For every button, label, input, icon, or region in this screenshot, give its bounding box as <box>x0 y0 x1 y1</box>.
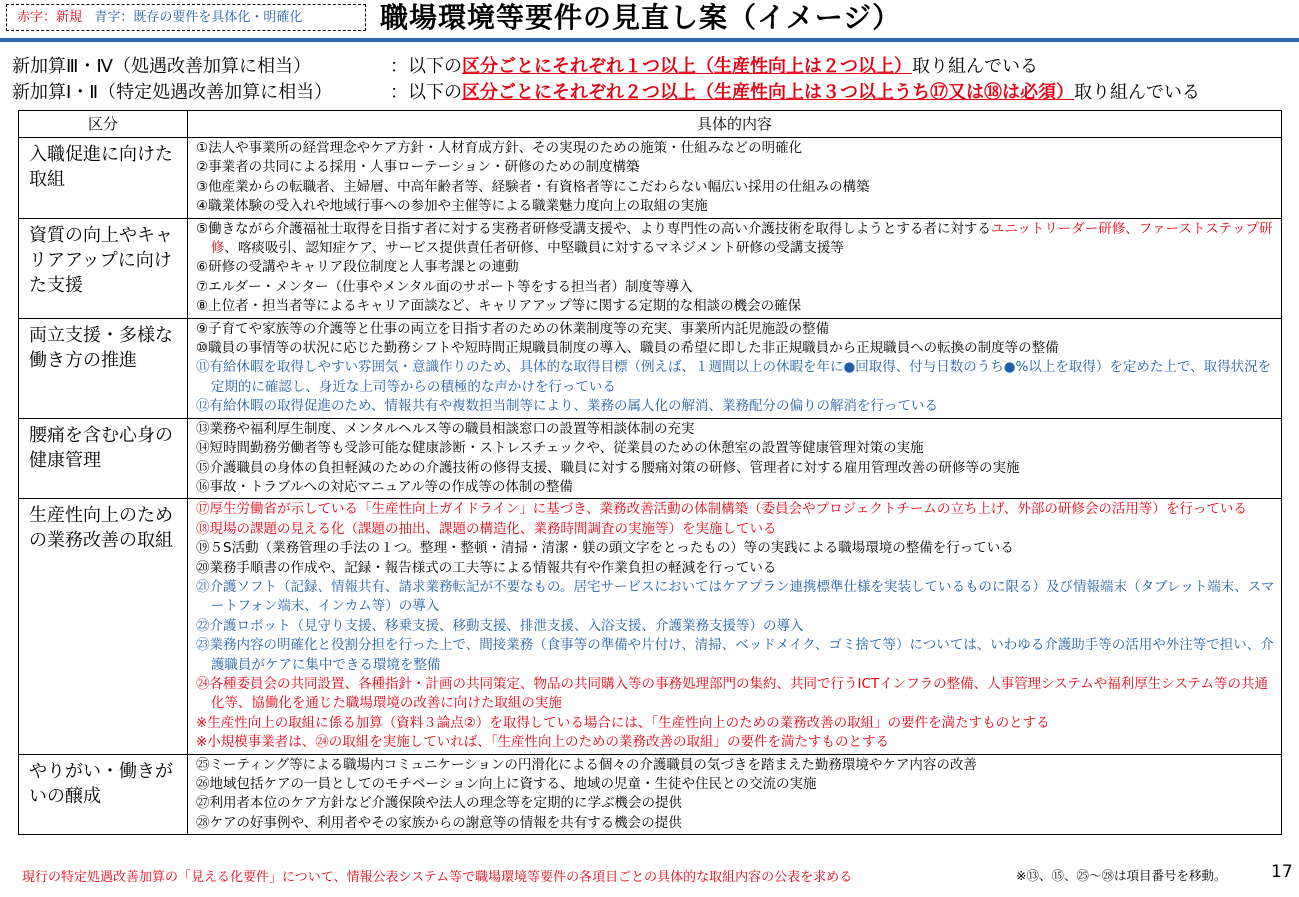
list-item <box>196 559 1277 578</box>
condition-post: 取り組んでいる <box>1074 82 1200 103</box>
legend-red: 赤字：新規 <box>17 10 83 25</box>
list-item <box>196 714 1277 733</box>
page-title: 職場環境等要件の見直し案（イメージ） <box>380 1 902 34</box>
item-text: ㉕ミーティング等による職場内コミュニケーションの円滑化による個々の介護職員の気づきを踏まえた勤務環境やケア内容の改善 <box>196 756 977 773</box>
item-text: ㉗利用者本位のケア方針など介護保険や法人の理念等を定期的に学ぶ機会の提供 <box>196 795 682 812</box>
item-text: ⑲５S活動（業務管理の手法の１つ。整理・整頓・清掃・清潔・躾の頭文字をとったもの）等の実践による職場環境の整備を行っている <box>196 540 1014 557</box>
title-divider <box>0 38 1299 42</box>
list-item <box>196 578 1277 617</box>
item-text: ①法人や事業所の経営理念やケア方針・人材育成方針、その実現のための施策・仕組みなどの明確化 <box>196 140 803 156</box>
row-category: 腰痛を含む心身の健康管理 <box>19 418 188 499</box>
item-text: ㉘ケアの好事例や、利用者やその家族からの謝意等の情報を共有する機会の提供 <box>196 814 682 831</box>
list-item <box>196 139 1277 158</box>
table-row <box>19 499 1282 754</box>
list-item <box>196 520 1277 539</box>
row-items <box>188 218 1282 318</box>
list-item <box>196 258 1277 277</box>
row-items <box>188 499 1282 754</box>
list-item <box>196 220 1277 259</box>
item-text: ⑭短時間勤務労働者等も受診可能な健康診断・ストレスチェックや、従業員のための休憩室の設置等健康管理対策の実施 <box>196 440 924 457</box>
condition-pre: ：以下の <box>390 82 462 103</box>
list-item <box>196 397 1277 416</box>
item-text: ⑰厚生労働省が示している「生産性向上ガイドライン」に基づき、業務改善活動の体制構築（委員会やプロジェクトチームの立ち上げ、外部の研修会の活用等）を行っている <box>196 501 1247 518</box>
list-item <box>196 420 1277 439</box>
item-text: ⑨子育てや家族等の介護等と仕事の両立を目指す者のための休業制度等の充実、事業所内託児施設の整備 <box>196 320 830 337</box>
item-text-cont: 、喀痰吸引、認知症ケア、サービス提供責任者研修、中堅職員に対するマネジメント研修の受講支援等 <box>224 240 844 257</box>
list-item <box>196 320 1277 339</box>
item-text: ㉓業務内容の明確化と役割分担を行った上で、間接業務（食事等の準備や片付け、清掃、ベッドメイク、ゴミ捨て等）については、いわゆる介護助手等の活用や外注等で担い、介護職員がケアに集中できる環境を整備 <box>196 637 1274 673</box>
list-item <box>196 733 1277 752</box>
list-item <box>196 178 1277 197</box>
table-row <box>19 318 1282 418</box>
condition-highlight: 区分ごとにそれぞれ２つ以上（生産性向上は３つ以上うち⑰又は⑱は必須） <box>462 82 1074 103</box>
item-text: ㉔各種委員会の共同設置、各種指針・計画の共同策定、物品の共同購入等の事務処理部門の集約、共同で行うICTインフラの整備、人事管理システムや福利厚生システム等の共通化等、協働化を通じた職場環境の改善に向けた取組の実施 <box>196 675 1268 712</box>
item-text: ※生産性向上の取組に係る加算（資料３論点②）を取得している場合には、「生産性向上のための業務改善の取組」の要件を満たすものとする <box>196 714 1050 731</box>
table-body <box>19 138 1282 835</box>
legend-blue: 青字：既存の要件を具体化・明確化 <box>94 10 303 25</box>
item-text: ⑪有給休暇を取得しやすい雰囲気・意識作りのため、具体的な取得目標（例えば、１週間以上の休暇を年に●回取得、付与日数のうち●%以上を取得）を定めた上で、取得状況を定期的に確認し、身近な上司等からの積極的な声かけを行っている <box>196 359 1272 395</box>
row-category: 生産性向上のための業務改善の取組 <box>19 499 188 754</box>
condition-line-1 <box>12 55 1038 79</box>
item-text: ⑦エルダー・メンター（仕事やメンタル面のサポート等をする担当者）制度等導入 <box>196 278 693 295</box>
list-item <box>196 197 1277 216</box>
list-item <box>196 459 1277 478</box>
item-text: ⑧上位者・担当者等によるキャリア面談など、キャリアアップ等に関する定期的な相談の機会の確保 <box>196 298 802 315</box>
row-items <box>188 318 1282 418</box>
item-text: ㉒介護ロボット（見守り支援、移乗支援、移動支援、排泄支援、入浴支援、介護業務支援等）の導入 <box>196 617 804 634</box>
list-item <box>196 478 1277 497</box>
list-item <box>196 756 1277 775</box>
condition-highlight: 区分ごとにそれぞれ１つ以上（生産性向上は２つ以上） <box>462 56 912 77</box>
list-item <box>196 539 1277 558</box>
list-item <box>196 297 1277 316</box>
item-text: ④職業体験の受入れや地域行事への参加や主催等による職業魅力度向上の取組の実施 <box>196 198 708 215</box>
row-items <box>188 754 1282 835</box>
list-item <box>196 814 1277 833</box>
item-text: ※小規模事業者は、㉔の取組を実施していれば、「生産性向上のための業務改善の取組」の要件を満たすものとする <box>196 734 890 751</box>
page-number: 17 <box>1271 862 1293 882</box>
item-text: ⑫有給休暇の取得促進のため、情報共有や複数担当制等により、業務の属人化の解消、業務配分の偏りの解消を行っている <box>196 398 938 415</box>
item-text: ⑩職員の事情等の状況に応じた勤務シフトや短時間正規職員制度の導入、職員の希望に即した非正規職員から正規職員への転換の制度等の整備 <box>196 340 1059 357</box>
condition-pre: ：以下の <box>390 56 462 77</box>
row-category: 両立支援・多様な働き方の推進 <box>19 318 188 418</box>
condition-label: 新加算Ⅰ・Ⅱ（特定処遇改善加算に相当） <box>12 82 333 103</box>
requirements-table <box>18 110 1282 835</box>
item-text: ⑳業務手順書の作成や、記録・報告様式の工夫等による情報共有や作業負担の軽減を行っている <box>196 559 777 576</box>
condition-post: 取り組んでいる <box>912 56 1038 77</box>
list-item <box>196 158 1277 177</box>
list-item <box>196 675 1277 714</box>
item-text: ㉑介護ソフト（記録、情報共有、請求業務転記が不要なもの。居宅サービスにおいてはケアプラン連携標準仕様を実装しているものに限る）及び情報端末（タブレット端末、スマートフォン端末、インカム等）の導入 <box>196 578 1275 615</box>
color-legend <box>6 4 366 31</box>
list-item <box>196 636 1277 675</box>
footer-note-right: ※⑬、⑮、㉕～㉘は項目番号を移動。 <box>1016 868 1227 883</box>
item-text: ⑥研修の受講やキャリア段位制度と人事考課との連動 <box>196 259 519 276</box>
header-content: 具体的内容 <box>188 111 1282 138</box>
item-text: ③他産業からの転職者、主婦層、中高年齢者等、経験者・有資格者等にこだわらない幅広い採用の仕組みの構築 <box>196 178 870 195</box>
table-row <box>19 754 1282 835</box>
list-item <box>196 339 1277 358</box>
item-text: ㉖地域包括ケアの一員としてのモチベーション向上に資する、地域の児童・生徒や住民との交流の実施 <box>196 776 817 792</box>
list-item <box>196 500 1277 519</box>
item-text: ⑮介護職員の身体の負担軽減のための介護技術の修得支援、職員に対する腰痛対策の研修、管理者に対する雇用管理改善の研修等の実施 <box>196 459 1020 476</box>
row-items <box>188 418 1282 499</box>
table-row <box>19 138 1282 219</box>
header-category: 区分 <box>19 111 188 138</box>
row-items <box>188 138 1282 219</box>
condition-line-2 <box>12 81 1200 105</box>
list-item <box>196 278 1277 297</box>
item-text: ⑬業務や福利厚生制度、メンタルヘルス等の職員相談窓口の設置等相談体制の充実 <box>196 420 695 437</box>
row-category: 入職促進に向けた取組 <box>19 138 188 219</box>
list-item <box>196 358 1277 397</box>
list-item <box>196 617 1277 636</box>
footer-note-left: 現行の特定処遇改善加算の「見える化要件」について、情報公表システム等で職場環境等要件の各項目ごとの具体的な取組内容の公表を求める <box>22 870 853 885</box>
row-category: 資質の向上やキャリアアップに向けた支援 <box>19 218 188 318</box>
table-row <box>19 218 1282 318</box>
item-text-new: ユニットリーダー研修、ファーストステップ研修 <box>210 220 1273 257</box>
row-category: やりがい・働きがいの醸成 <box>19 754 188 835</box>
item-text: ②事業者の共同による採用・人事ローテーション・研修のための制度構築 <box>196 159 640 176</box>
item-text: ⑱現場の課題の見える化（課題の抽出、課題の構造化、業務時間調査の実施等）を実施している <box>196 520 777 537</box>
list-item <box>196 775 1277 794</box>
list-item <box>196 794 1277 813</box>
item-text: ⑯事故・トラブルへの対応マニュアル等の作成等の体制の整備 <box>196 478 573 495</box>
item-text: ⑤働きながら介護福祉士取得を目指す者に対する実務者研修受講支援や、より専門性の高い介護技術を取得しようとする者に対する <box>196 220 991 237</box>
table-row <box>19 418 1282 499</box>
table-header-row <box>19 111 1282 138</box>
condition-label: 新加算Ⅲ・Ⅳ（処遇改善加算に相当） <box>12 56 312 77</box>
list-item <box>196 439 1277 458</box>
